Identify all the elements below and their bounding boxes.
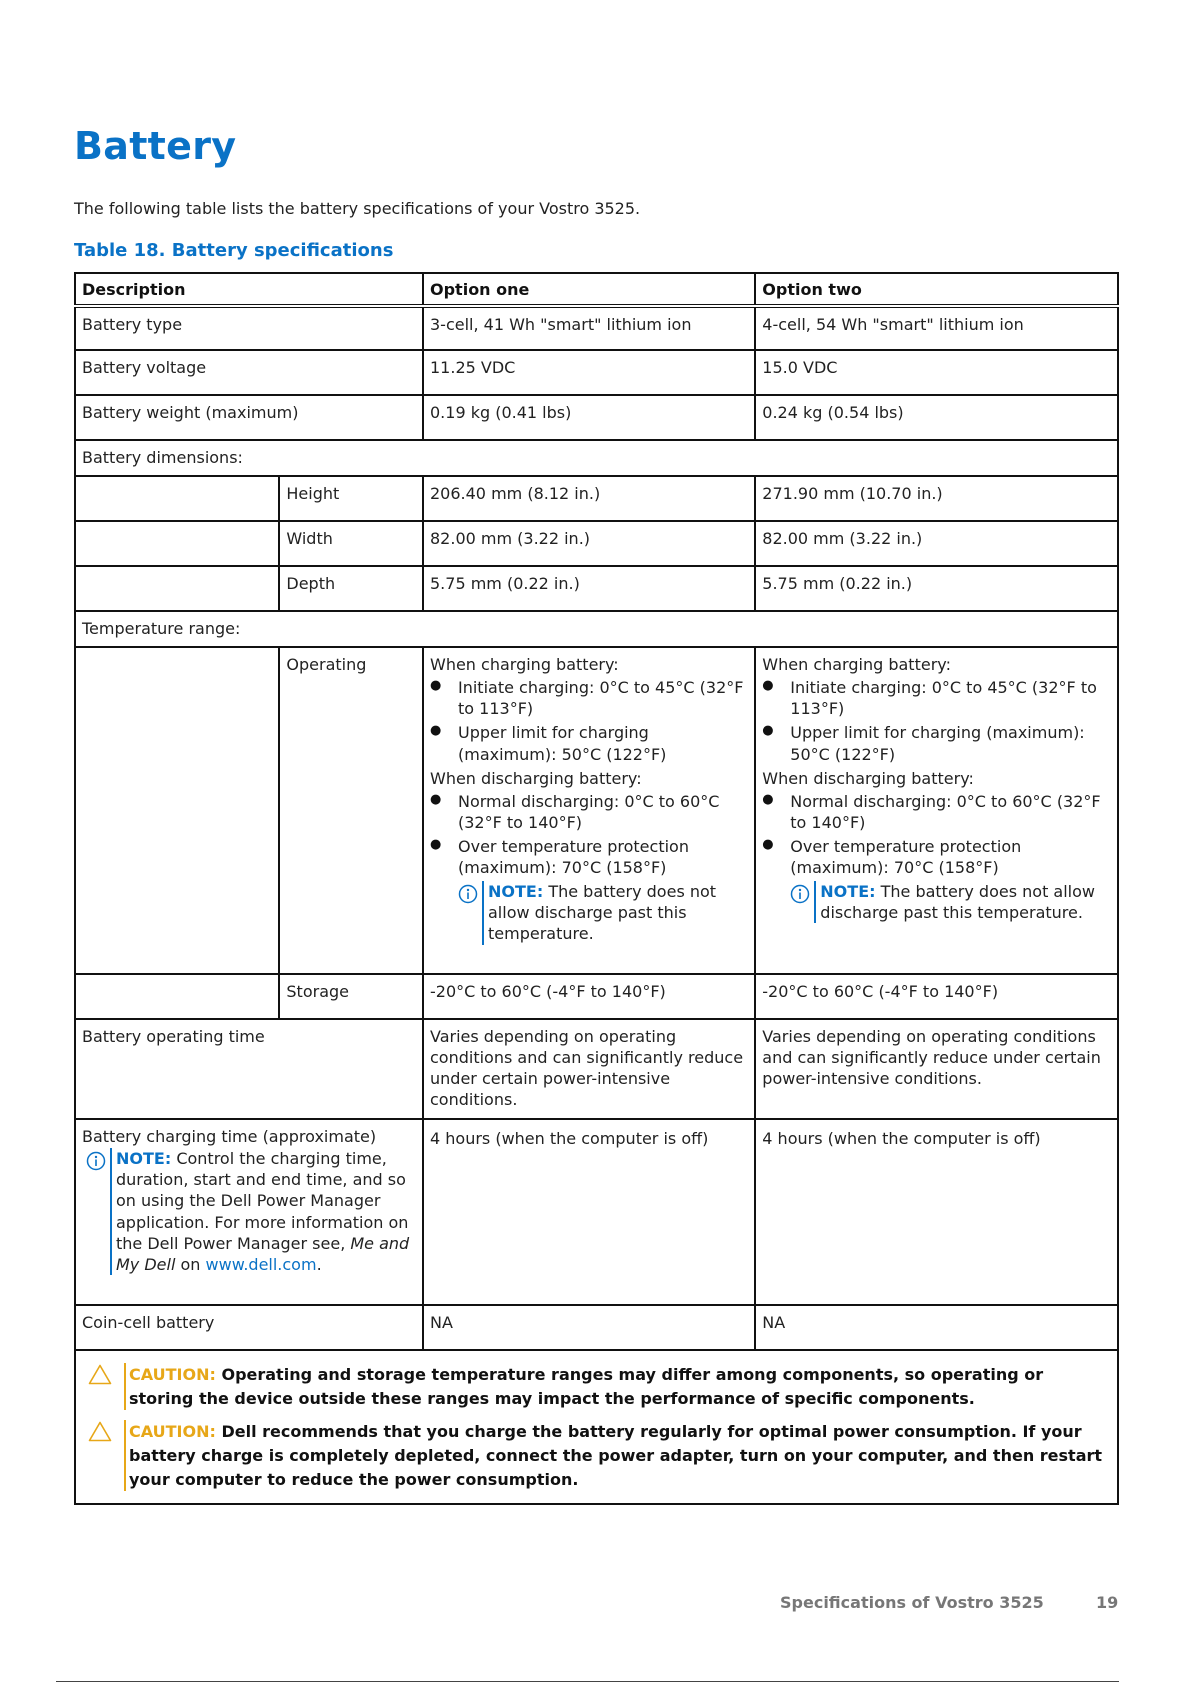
page-number: 19: [1096, 1593, 1119, 1612]
caution-body: [124, 1420, 1111, 1491]
table-row: [75, 350, 1118, 395]
header-option-two: Option two: [755, 273, 1118, 306]
table-row: [75, 974, 1118, 1019]
caution-cell: [75, 1350, 1118, 1504]
row-sublabel: Depth: [279, 566, 423, 611]
note-block: [790, 881, 1111, 923]
note-label: NOTE:: [820, 882, 876, 902]
caution-label: CAUTION:: [129, 1365, 216, 1385]
cell-option-one: 11.25 VDC: [423, 350, 755, 395]
list-item: ● Upper limit for charging (maximum): 50°C (122°F): [458, 722, 748, 764]
cell-option-one: Varies depending on operating conditions and can significantly reduce under certain power-intensive conditions.: [423, 1019, 755, 1119]
cell-option-two: 82.00 mm (3.22 in.): [755, 521, 1118, 566]
row-label: Battery voltage: [75, 350, 423, 395]
note-italic: Me and My Dell: [116, 1233, 410, 1274]
cell-option-one: [423, 647, 755, 974]
row-label: Battery type: [75, 306, 423, 350]
table-row: [75, 440, 1118, 476]
list-item: ● Normal discharging: 0°C to 60°C (32°F to 140°F): [790, 791, 1111, 833]
cell-option-two: 0.24 kg (0.54 lbs): [755, 395, 1118, 440]
intro-text: The following table lists the battery specifications of your Vostro 3525.: [74, 199, 641, 218]
empty-cell: [75, 566, 279, 611]
empty-cell: [75, 647, 279, 974]
cell-option-two: 15.0 VDC: [755, 350, 1118, 395]
row-label: Battery weight (maximum): [75, 395, 423, 440]
cell-option-one: 5.75 mm (0.22 in.): [423, 566, 755, 611]
caution-text: Operating and storage temperature ranges may differ among components, so operating or storing the device outside these ranges may impact the performance of specific components.: [129, 1365, 1044, 1408]
cell-option-one: 4 hours (when the computer is off): [423, 1119, 755, 1305]
cell-option-two: 5.75 mm (0.22 in.): [755, 566, 1118, 611]
table-row: [75, 566, 1118, 611]
cell-option-one: -20°C to 60°C (-4°F to 140°F): [423, 974, 755, 1019]
note-body: [482, 881, 748, 944]
table-row: [75, 1305, 1118, 1350]
cell-option-one: 82.00 mm (3.22 in.): [423, 521, 755, 566]
charging-intro: When charging battery:: [430, 655, 619, 675]
row-label: Battery operating time: [75, 1019, 423, 1119]
charging-list: [430, 677, 748, 764]
footer-divider: [56, 1681, 1119, 1682]
page-heading: Battery: [74, 124, 237, 168]
table-row: [75, 521, 1118, 566]
caution-body: [124, 1363, 1111, 1410]
empty-cell: [75, 974, 279, 1019]
note-body: [814, 881, 1111, 923]
note-block: [86, 1148, 416, 1275]
note-block: [458, 881, 748, 944]
cell-option-two: 271.90 mm (10.70 in.): [755, 476, 1118, 521]
battery-spec-table: [74, 272, 1119, 1505]
caution-label: CAUTION:: [129, 1422, 216, 1442]
dell-link[interactable]: www.dell.com: [205, 1254, 317, 1274]
info-icon: [790, 881, 814, 923]
row-sublabel: Operating: [279, 647, 423, 974]
discharging-intro: When discharging battery:: [430, 768, 642, 788]
discharging-intro: When discharging battery:: [762, 768, 974, 788]
caution-block: [82, 1420, 1111, 1491]
empty-cell: [75, 521, 279, 566]
table-header-row: [75, 273, 1118, 306]
cell-option-two: 4 hours (when the computer is off): [755, 1119, 1118, 1305]
table-row: [75, 306, 1118, 350]
caution-row: [75, 1350, 1118, 1504]
list-item: ● Initiate charging: 0°C to 45°C (32°F to 113°F): [790, 677, 1111, 719]
note-label: NOTE:: [488, 882, 544, 902]
empty-cell: [75, 476, 279, 521]
info-icon: [86, 1148, 110, 1275]
table-caption: Table 18. Battery specifications: [74, 240, 394, 261]
cell-option-two: -20°C to 60°C (-4°F to 140°F): [755, 974, 1118, 1019]
charging-intro: When charging battery:: [762, 655, 951, 675]
list-item: ● Initiate charging: 0°C to 45°C (32°F to 113°F): [458, 677, 748, 719]
row-label: Coin-cell battery: [75, 1305, 423, 1350]
cell-option-two: [755, 647, 1118, 974]
table-row: [75, 395, 1118, 440]
table-row: [75, 476, 1118, 521]
note-body: [110, 1148, 416, 1275]
row-sublabel: Storage: [279, 974, 423, 1019]
note-end: .: [316, 1254, 322, 1274]
row-sublabel: Width: [279, 521, 423, 566]
row-sublabel: Height: [279, 476, 423, 521]
note-on: on: [175, 1254, 206, 1274]
charging-list: [762, 677, 1111, 764]
cell-option-two: Varies depending on operating conditions and can significantly reduce under certain power-intensive conditions.: [755, 1019, 1118, 1119]
caution-text: Dell recommends that you charge the battery regularly for optimal power consumption. If your battery charge is completely depleted, connect the power adapter, turn on your computer, and then restart your computer to reduce the power consumption.: [129, 1422, 1103, 1489]
table-row: [75, 611, 1118, 647]
table-row: [75, 1119, 1118, 1305]
cell-option-one: 206.40 mm (8.12 in.): [423, 476, 755, 521]
discharging-list: [762, 791, 1111, 878]
cell-option-one: 0.19 kg (0.41 lbs): [423, 395, 755, 440]
note-label: NOTE:: [116, 1149, 172, 1169]
discharging-list: [430, 791, 748, 878]
header-description: Description: [75, 273, 423, 306]
footer-title: Specifications of Vostro 3525: [780, 1593, 1044, 1612]
row-label: [75, 1119, 423, 1305]
header-option-one: Option one: [423, 273, 755, 306]
note-text: The battery does not allow discharge past this temperature.: [488, 882, 717, 944]
table-row: [75, 1019, 1118, 1119]
note-text: The battery does not allow discharge past this temperature.: [820, 882, 1095, 923]
list-item: ● Normal discharging: 0°C to 60°C (32°F to 140°F): [458, 791, 748, 833]
section-label-temperature: Temperature range:: [75, 611, 1118, 647]
note-text: Control the charging time, duration, start and end time, and so on using the Dell Power Manager application. For more information on the Dell Power Manager see,: [116, 1149, 409, 1253]
list-item: ● Over temperature protection (maximum): 70°C (158°F): [790, 836, 1111, 878]
cell-option-two: 4-cell, 54 Wh "smart" lithium ion: [755, 306, 1118, 350]
cell-option-one: 3-cell, 41 Wh "smart" lithium ion: [423, 306, 755, 350]
info-icon: [458, 881, 482, 944]
warning-icon: [82, 1420, 124, 1491]
cell-option-one: NA: [423, 1305, 755, 1350]
charging-time-label: Battery charging time (approximate): [82, 1127, 377, 1147]
table-row: [75, 647, 1118, 974]
section-label-dimensions: Battery dimensions:: [75, 440, 1118, 476]
caution-block: [82, 1363, 1111, 1410]
warning-icon: [82, 1363, 124, 1410]
list-item: ● Upper limit for charging (maximum): 50°C (122°F): [790, 722, 1111, 764]
cell-option-two: NA: [755, 1305, 1118, 1350]
list-item: ● Over temperature protection (maximum): 70°C (158°F): [458, 836, 748, 878]
